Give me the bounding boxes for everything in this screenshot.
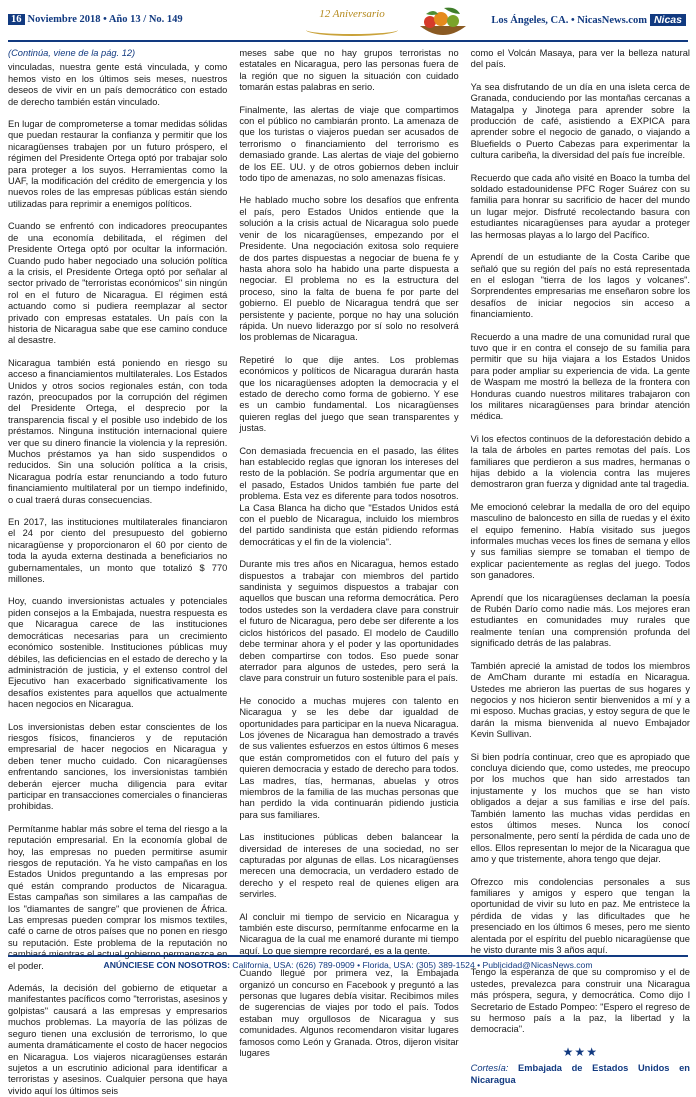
paragraph: Vi los efectos continuos de la deforestación debido a la tala de árboles en partes remotas del país. Los familiares que perdieron a sus madres, hermanas o hijas debido a la violencia contra las mujeres demostraron gran fuerza y dignidad ante tal tragedia. xyxy=(470,433,690,490)
paragraph: Al concluir mi tiempo de servicio en Nicaragua y también este discurso, permítanme enfocarme en la Nicaragua de la cual me enamoré durante mi tiempo aquí. Lo que siempre recordaré, es a la gente. xyxy=(239,911,459,956)
paragraph: Recuerdo a una madre de una comunidad rural que tuvo que ir en contra el consejo de su familia para permitir que su hija viajara a los Estados Unidos para poder ampliar su experiencia de vida. La gente de Waspam me mostró la belleza de la frontera con Honduras cuando nuestros militares trabajaron con los militares nicaragüenses para brindar atención médica. xyxy=(470,331,690,422)
paragraph: He conocido a muchas mujeres con talento en Nicaragua y se les debe dar igualdad de oportunidades para participar en la nueva Nicaragua. Los jóvenes de Nicaragua han demostrado a través de sus valientes esfuerzos en estos últimos 6 meses que están comprometidos con el futuro del país y quieren democracia y estado de derecho para todos. Las madres, tías, hermanas, abuelas y otros miembros de la familia de las muchas personas que han perdido la vida continuarán pidiendo justicia para sus familiares. xyxy=(239,695,459,820)
paragraph: Hoy, cuando inversionistas actuales y potenciales piden consejos a la Embajada, nuestra respuesta es que Nicaragua carece de las instituciones democráticas necesarias para un crecimiento económico sostenible. Instituciones públicas muy débiles, las deficiencias en el estado de derecho y la administración de justicia, y el extenso control del Ejecutivo han exacerbado significativamente los desafíos existentes para aquellos que actualmente hacen negocios en Nicaragua. xyxy=(8,596,228,710)
anniversary-emblem xyxy=(292,2,412,42)
page-header xyxy=(0,0,696,44)
article-column-3 xyxy=(470,48,690,1085)
paragraph: Cuando se enfrentó con indicadores preocupantes de una economía debilitada, el régimen del Presidente Ortega optó por ocultar la información. Cuando pudo haber negociado una solución política a la crisis, el Presidente Ortega optó por señalar al sector privado de "terroristas económicos" sin ningún rol en el futuro de Nicaragua. El régimen está actuando como si pudiera reemplazar al sector privado con empresas estatales. Un país con la historia de Nicaragua sabe que ese camino conduce al desastre. xyxy=(8,221,228,346)
paragraph: Aprendí de un estudiante de la Costa Caribe que señaló que su región del país no está representada en el eslogan "tierra de los lagos y volcanes". Sorprendentes empresarias me enseñaron sobre los desafíos de iniciar negocios sin acceso a financiamiento. xyxy=(470,252,690,320)
paragraph: Recuerdo que cada año visité en Boaco la tumba del soldado estadounidense PFC Roger Suárez con su familia para honrar su sacrificio de hacer del mundo un lugar mejor. Disfruté recolectando basura con estudiantes nicaragüenses para ayudar a proteger las hermosas playas a lo largo del Pacífico. xyxy=(470,172,690,240)
fruit-basket-icon xyxy=(414,4,472,42)
paragraph: Con demasiada frecuencia en el pasado, las élites han establecido reglas que ignoran los intereses del resto de la población. Se podría argumentar que en el pasado, Estados Unidos también fue parte del problema. Esta vez es diferente para todos nosotros. La Casa Blanca ha dicho que "Estados Unidos está con el pueblo de Nicaragua, incluido los miembros del partido sandinista que están pidiendo reformas democráticas y el fin de la violencia". xyxy=(239,445,459,547)
paragraph: Las instituciones públicas deben balancear la diversidad de intereses de una sociedad, no ser capturadas por algunas de ellas. Los nicaragüenses merecen una democracia, un verdadero estado de derecho y el respeto real de quienes eligen ara servirles. xyxy=(239,832,459,900)
paragraph: Aprendí que los nicaragüenses declaman la poesía de Rubén Darío como nadie más. Los mejores eran estudiantes en comunidades muy rurales que realmente tenían una comprensión profunda del significado detrás de las palabras. xyxy=(470,592,690,649)
paragraph: Me emocionó celebrar la medalla de oro del equipo masculino de baloncesto en silla de ruedas y el éxito el equipo femenino. Había visitado sus juegos informales muchas veces los fines de semana y ellos y sus familias siempre se tomaban el tiempo de explicar pacientemente as reglas del juego. Todos son ganadores. xyxy=(470,501,690,581)
signature-stars-icon xyxy=(471,1044,690,1059)
header-divider xyxy=(8,40,688,42)
paragraph: Ofrezco mis condolencias personales a sus familiares y amigos y espero que tengan la oportunidad de vivir su luto en paz. Me entristece la pérdida de vidas y las dificultades que he presenciado en los últimos 6 meses, pero me siento alentada por el espíritu del pueblo nicaragüense que he visto durante mis 3 años aquí. xyxy=(470,876,690,956)
star-icons: ★★★ xyxy=(562,1044,598,1059)
paragraph: He hablado mucho sobre los desafíos que enfrenta el país, pero Estados Unidos entiende que la solución a la crisis actual de Nicaragua solo puede venir de los nicaragüenses, empezando por el Presidente. Una negociación exitosa solo requiere de dos partes dispuestas a negociar de buena fe y hasta ahora solo ha habido una parte dispuesta a negociar. El problema no es la estructura del proceso, sino la falta de buena fe por parte del gobierno. El pueblo de Nicaragua tendrá que ser persistente y paciente, porque no hay una solución rápida. Un nuevo liderazgo por sí solo no resolverá los problemas de Nicaragua. xyxy=(239,195,459,343)
issue-info xyxy=(8,14,183,25)
paragraph: Tengo la esperanza de que su compromiso y el de ustedes, prevalezca para construir una Nicaragua más próspera, segura, y democrática. Como dijo l Secretario de Estado Pompeo: "Espero el regreso de su hermoso país a la paz, la libertad y la democracia". xyxy=(470,967,690,1035)
paragraph: meses sabe que no hay grupos terroristas no estatales en Nicaragua, pero las personas fuera de la región que no siguen la situación con cuidado tomarán estas palabras en serio. xyxy=(239,48,459,93)
paragraph: Nicaragua también está poniendo en riesgo su acceso a financiamientos multilaterales. Los Estados Unidos y otros socios regionales están, con toda razón, preocupados por la corrupción del régimen del Presidente Ortega, el desprecio por la transparencia fiscal y el posible uso indebido de los préstamos. Ninguna institución internacional quiere ver que su dinero financie la violencia y la represión. Muchos préstamos ya han sido suspendidos o reducidos. Sin una solución política a la crisis, Nicaragua podría estar renunciando a todo futuro financiamiento multilateral por un tiempo indefinido, o cual traerá duras consecuencias. xyxy=(8,357,228,505)
anniversary-text: 12 Aniversario xyxy=(319,8,385,20)
credit-label: Cortesía: xyxy=(470,1063,509,1074)
site-info xyxy=(491,14,686,26)
credit-source: Embajada de Estados Unidos en Nicaragua xyxy=(470,1063,690,1085)
paragraph: También aprecié la amistad de todos los miembros de AmCham durante mi estadía en Nicaragua. Ustedes me abrieron las puertas de sus hogares y negocios y nos hicieron sentir bienvenidos a mí y a mi esposo. Muchas gracias, y estoy segura de que le darán la misma bienvenida al nuevo Embajador Kevin Sullivan. xyxy=(470,660,690,740)
issue-date: Noviembre 2018 • Año 13 / No. 149 xyxy=(27,14,183,25)
paragraph: Permítanme hablar más sobre el tema del riesgo a la reputación empresarial. En la economía global de hoy, las empresas no pueden permitirse asumir riesgos de reputación. Ya he visto campañas en los Estados Unidos preguntando a las empresas por qué están comprando productos de Nicaragua. Estas campañas son similares a las campañas de los "diamantes de sangre" que provienen de África. Las empresas pueden comprar los mismos textiles, café o carne de otros países que no ponen en riesgo su reputación. Este problema de la reputación no cambiará mientras el actual gobierno permanezca en el poder. xyxy=(8,823,228,971)
paragraph: Ya sea disfrutando de un día en una isleta cerca de Granada, conduciendo por las montañas cercanas a Matagalpa y Jinotega para aprender sobre la producción de café, asistiendo a EXPICA para aprender sobre el negocio de ganado, o viajando a Bluefields o Puerto Cabezas para experimentar la cultura caribeña, la diversidad del país fue increíble. xyxy=(470,81,690,161)
paragraph: Cuando llegué por primera vez, la Embajada organizó un concurso en Facebook y preguntó a las personas que lugares debía visitar. Recibimos miles de sugerencias de viajes por todo el país. Todos estaban muy orgullosos de Nicaragua y sus comunidades. Algunos recomendaron visitar lugares famosos como León y Granada. Otros, dijeron visitar lugares xyxy=(239,968,459,1059)
page-footer xyxy=(8,955,688,973)
footer-contact: California, USA: (626) 789-0909 • Florida, USA: (305) 389-1524 • Publicidad@NicasNews.com xyxy=(232,960,593,970)
paragraph: vinculadas, nuestra gente está vinculada, y como hemos visto en los últimos seis meses, nuestros deseos de vivir en un país democrático con estado de derecho también están vinculado. xyxy=(8,62,228,107)
continuation-note: (Continúa, viene de la pág. 12) xyxy=(8,48,136,58)
paragraph: Finalmente, las alertas de viaje que compartimos con el público no cambiarán pronto. La amenaza de que los turistas o viajeros puedan ser acusados de terrorismo o financiamiento del terrorismo es demasiado grande. Las alertas de viaje del gobierno de los EE. UU. y de otros gobiernos deben incluir todo tipo de amenazas, no solo amenazas físicas. xyxy=(239,104,459,184)
paragraph: Repetiré lo que dije antes. Los problemas económicos y políticos de Nicaragua durarán hasta que los nicaragüenses adopten la democracia y el estado de derecho como forma de gobierno. Y ese es un cambio fundamental. Los nicaragüenses quieren reglas del juego que sean transparentes y justas. xyxy=(239,354,459,434)
paragraph: Si bien podría continuar, creo que es apropiado que concluya diciendo que, como ustedes, me preocupo por los muchos que han sido arrestados tan injustamente y los muchos que se han visto obligados a dejar a sus familias e irse del país. También lamento las muchas vidas perdidas en estos últimos meses. Nunca los conocí personalmente, pero sentí la pérdida de cada uno de ellos. Ellos representan lo mejor de la Nicaragua que amo y que tristemente, ahora tengo que dejar. xyxy=(470,751,690,865)
page-number: 16 xyxy=(8,14,25,25)
nicas-logo: Nicas xyxy=(650,14,686,26)
paragraph: En 2017, las instituciones multilaterales financiaron el 24 por ciento del presupuesto del gobierno nicaragüense y proporcionaron el 60 por ciento de toda la ayuda externa destinada a beneficiarios no gubernamentales, un monto que totalizó $ 770 millones. xyxy=(8,517,228,585)
site-location: Los Ángeles, CA. • NicasNews.com xyxy=(491,15,647,26)
ribbon-decoration xyxy=(306,24,398,36)
paragraph: En lugar de comprometerse a tomar medidas sólidas que puedan restaurar la confianza y permitir que los nicaragüenses trabajen por un futuro próspero, el régimen del Presidente Ortega optó por trabajar solo para proteger a los suyos. Herramientas como la UAF, la modificación del crédito de emergencia y los nuevos roles de las empresas públicas están siendo utilizadas para reprimir a enemigos políticos. xyxy=(8,119,228,209)
paragraph: Durante mis tres años en Nicaragua, hemos estado dispuestos a trabajar con miembros del partido sandinista y seguimos dispuestos a trabajar con aquellos que buscan una reforma democrática. Pero todos ustedes son la verdadera clave para construir el futuro de Nicaragua, pero debe ser diferente a los ciclos históricos del pasado. El modelo de Caudillo debe terminar ahora y el poder y las oportunidades deben compartirse con todos. Eso puede sonar aterrador para algunos de ustedes, pero será la clave para construir un futuro sostenible para el país. xyxy=(239,559,459,684)
paragraph: como el Volcán Masaya, para ver la belleza natural del país. xyxy=(470,48,690,70)
paragraph: Además, la decisión del gobierno de etiquetar a manifestantes pacíficos como "terroristas, asesinos y golpistas" causará a las empresas y empresarios muchos problemas. La mayoría de las pólizas de seguro tienen una exclusión de terrorismo, lo que aumenta dramáticamente el costo de hacer negocios en Nicaragua. Los viajeros nicaragüenses estarán sujetos a un escrutinio adicional para identificar a terroristas y asesinos. Cualquier persona que haya vivido aquí los últimos seis xyxy=(8,983,228,1096)
paragraph: Los inversionistas deben estar conscientes de los riesgos físicos, financieros y de reputación empresarial de hacer negocios en Nicaragua y deben tener mucho cuidado. Con nicaragüenses enfrentando sanciones, los inversionistas también deberán ejercer mucha diligencia para evitar participar en transacciones comerciales o financieras prohibidas. xyxy=(8,721,228,812)
article-credit xyxy=(471,1063,690,1086)
footer-lead: ANÚNCIESE CON NOSOTROS: xyxy=(103,960,231,970)
